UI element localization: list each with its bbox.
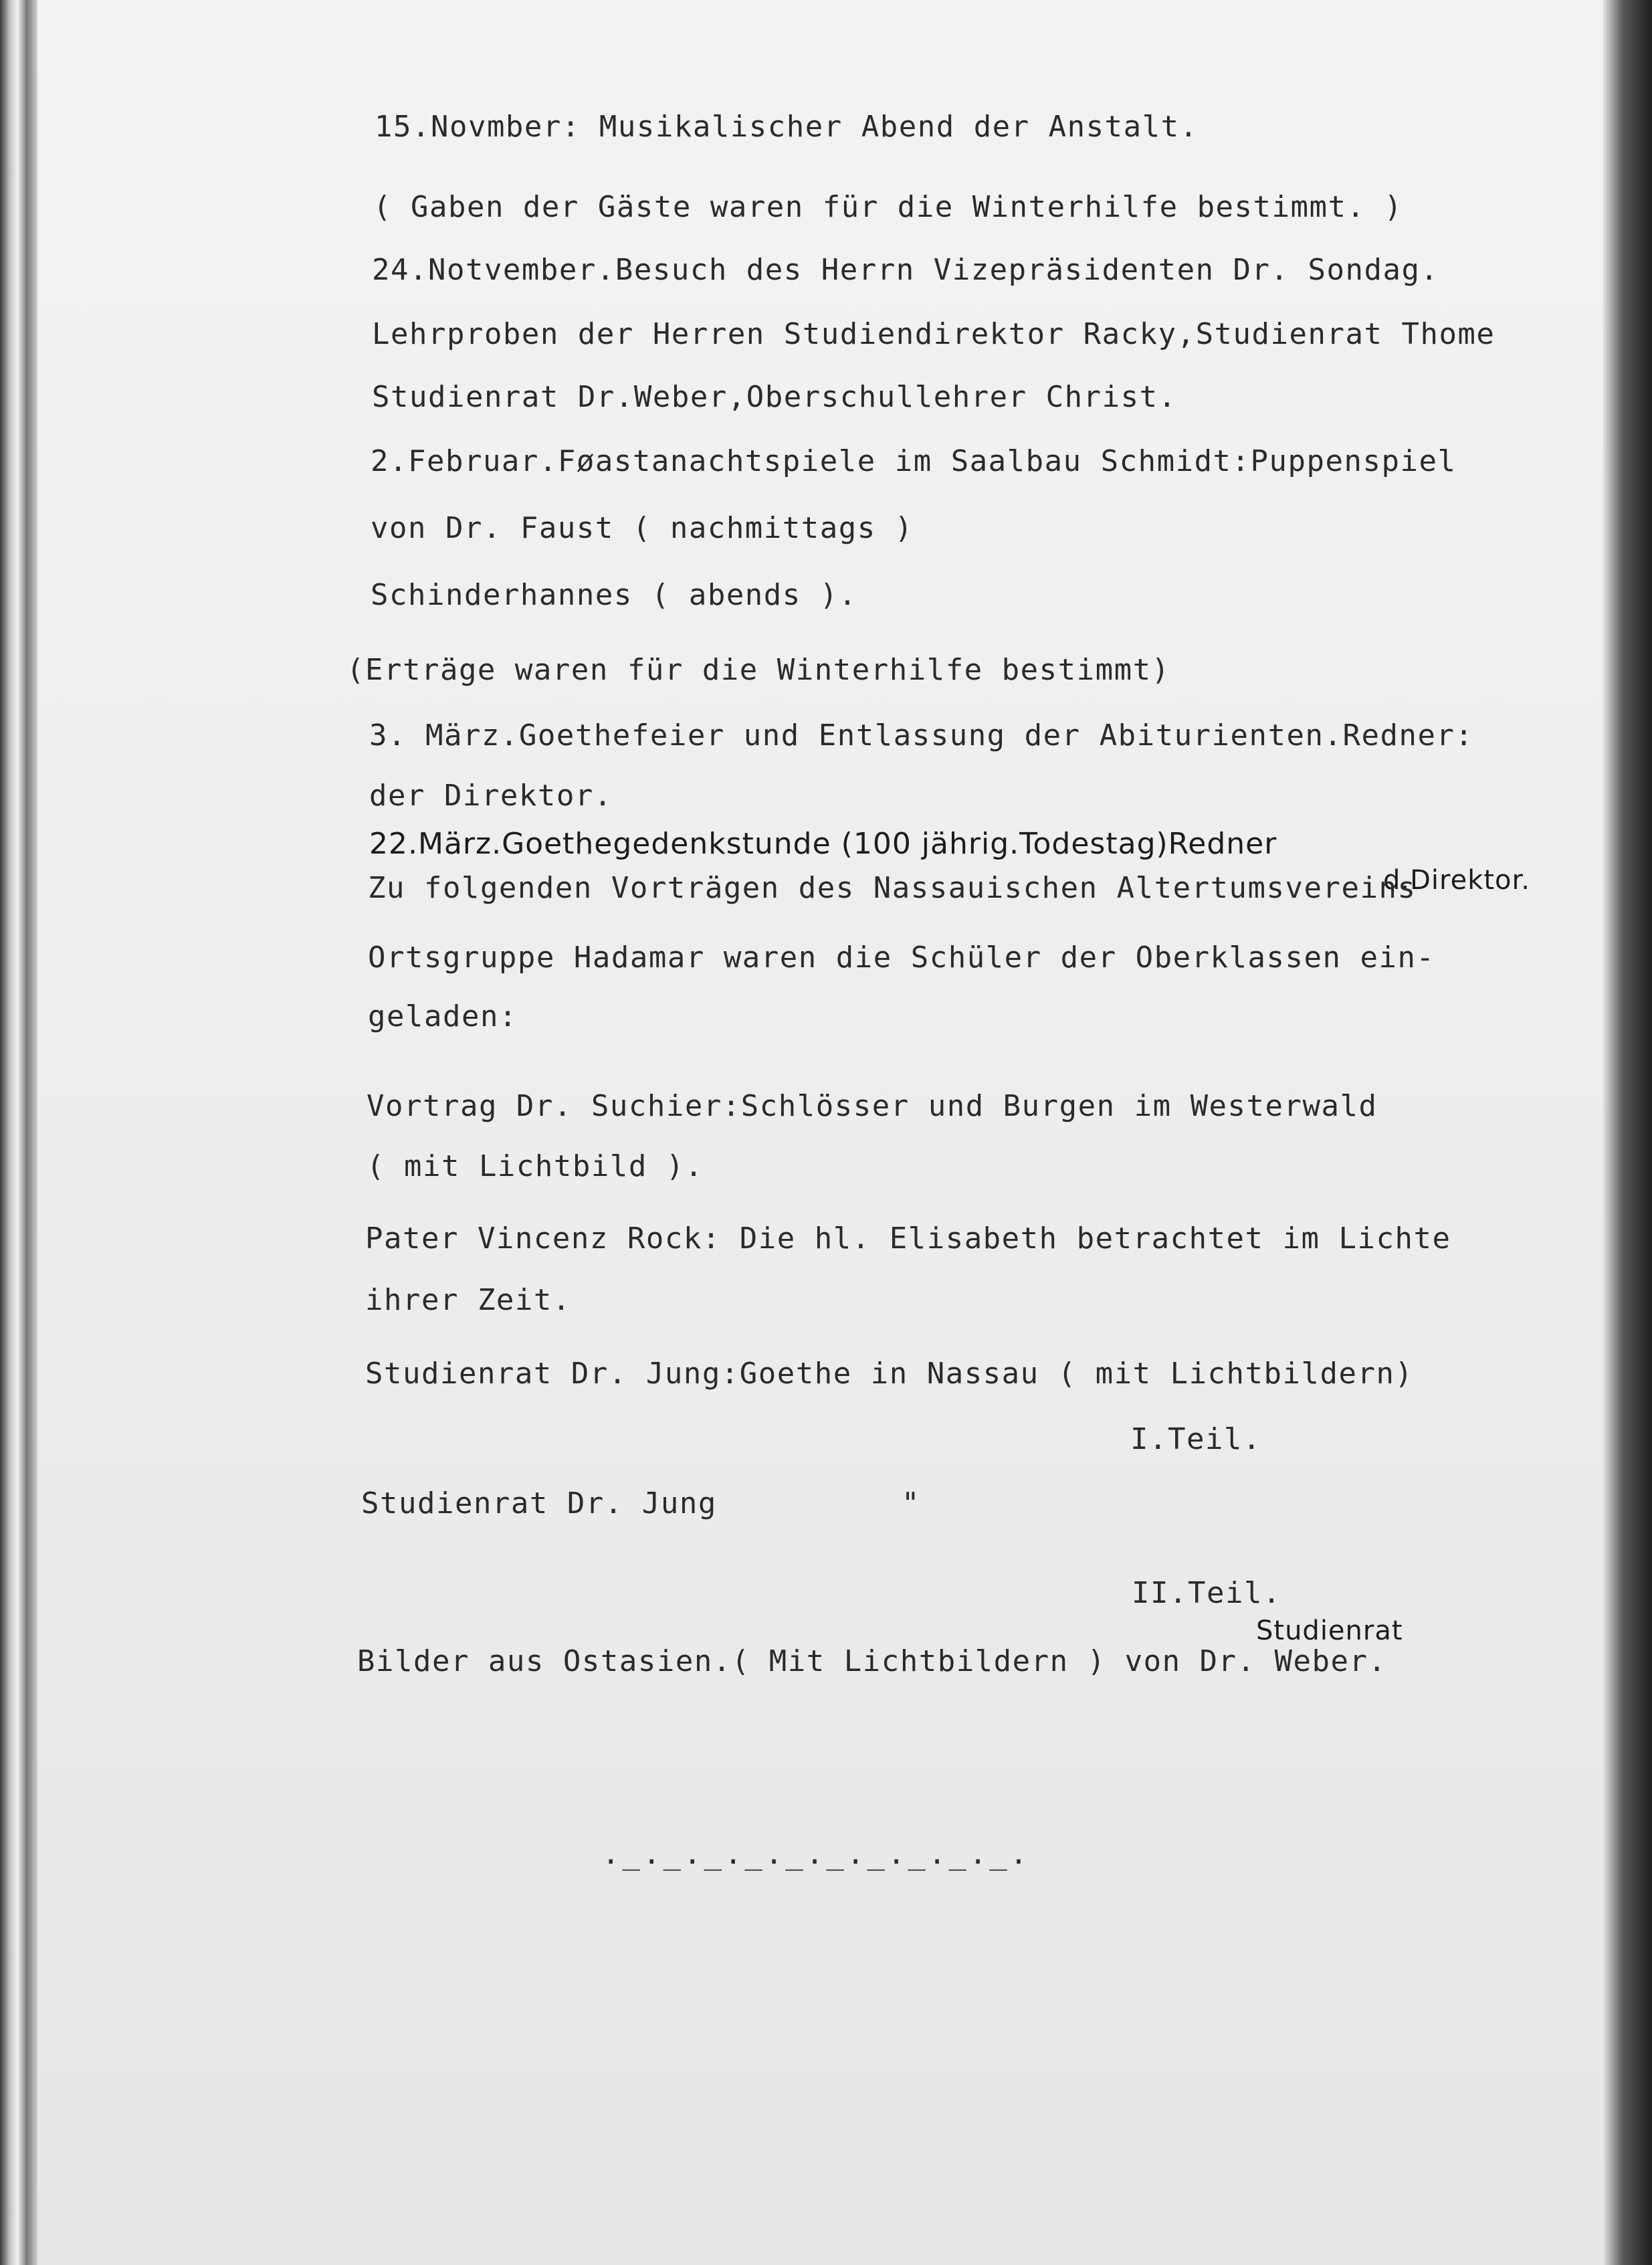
text-line-26: Bilder aus Ostasien.( Mit Lichtbildern ) von Dr. Weber. — [357, 1644, 1387, 1678]
text-line-5: Studienrat Dr.Weber,Oberschullehrer Christ. — [372, 380, 1177, 414]
left-binding-edge — [0, 0, 37, 2265]
text-line-7: von Dr. Faust ( nachmittags ) — [371, 511, 914, 545]
text-line-19: Pater Vincenz Rock: Die hl. Elisabeth betrachtet im Lichte — [365, 1221, 1451, 1256]
text-line-15: Ortsgruppe Hadamar waren die Schüler der Oberklassen ein- — [368, 941, 1435, 975]
text-line-13: d.Direktor. — [1383, 865, 1531, 896]
text-line-10: 3. März.Goethefeier und Entlassung der Abiturienten.Redner: — [369, 718, 1474, 753]
text-line-25: Studienrat — [1256, 1615, 1403, 1646]
text-line-4: Lehrproben der Herren Studiendirektor Racky,Studienrat Thome — [372, 317, 1495, 351]
text-line-23: Studienrat Dr. Jung — [361, 1486, 717, 1520]
ditto-mark: " — [902, 1486, 920, 1520]
text-line-22: I.Teil. — [1130, 1422, 1261, 1456]
text-line-11: der Direktor. — [369, 779, 613, 813]
text-line-16: geladen: — [368, 999, 518, 1033]
text-line-20: ihrer Zeit. — [365, 1283, 571, 1317]
closing-separator: ._._._._._._._._._._. — [602, 1837, 1031, 1871]
text-line-9: (Erträge waren für die Winterhilfe bestimmt) — [346, 653, 1170, 687]
text-line-3: 24.Notvember.Besuch des Herrn Vizepräsidenten Dr. Sondag. — [372, 253, 1439, 287]
text-line-17: Vortrag Dr. Suchier:Schlösser und Burgen im Westerwald — [367, 1089, 1378, 1123]
text-line-8: Schinderhannes ( abends ). — [371, 578, 857, 612]
right-dark-edge — [1603, 0, 1652, 2265]
text-line-6: 2.Februar.Føastanachtspiele im Saalbau Schmidt:Puppenspiel — [371, 444, 1457, 478]
text-line-12: 22.März.Goethegedenkstunde (100 jährig.Todestag)Redner — [369, 827, 1277, 861]
text-line-2: ( Gaben der Gäste waren für die Winterhilfe bestimmt. ) — [373, 190, 1403, 224]
text-line-21: Studienrat Dr. Jung:Goethe in Nassau ( mit Lichtbildern) — [365, 1357, 1414, 1391]
text-line-24: II.Teil. — [1132, 1576, 1281, 1610]
text-line-18: ( mit Lichtbild ). — [367, 1149, 704, 1183]
text-line-14: Zu folgenden Vorträgen des Nassauischen Altertumsvereins — [368, 871, 1417, 905]
text-line-1: 15.Novmber: Musikalischer Abend der Anstalt. — [375, 110, 1199, 144]
